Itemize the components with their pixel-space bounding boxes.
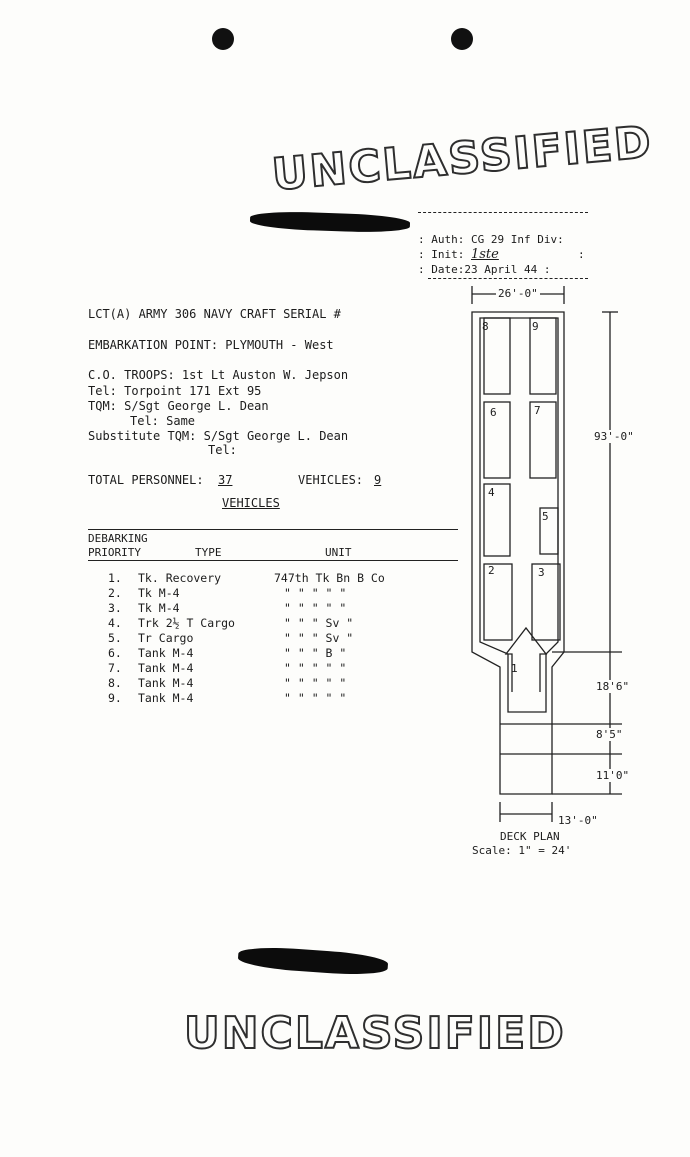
slot-label-2: 2 [488,564,495,577]
col-unit: UNIT [325,546,352,559]
total-personnel-label: TOTAL PERSONNEL: [88,473,204,487]
hull-outline [472,312,564,794]
vehicles-heading: VEHICLES [222,496,280,510]
redaction-bar-bottom [237,945,388,977]
unclassified-stamp-top-text: UNCLASSIFIED [270,116,655,201]
init-line: : Init: 1ste : [418,247,585,262]
tel-line-3: Tel: [208,443,237,457]
width-label: 26'-0" [498,287,538,300]
tel-line-2: Tel: Same [130,414,196,428]
dim-8-5: 8'5" [596,728,623,741]
unclassified-stamp-top [270,117,655,201]
redaction-bar-top [250,210,411,234]
length-label: 93'-0" [594,430,634,443]
bottom-width-label: 13'-0" [558,814,598,827]
tqm-line: TQM: S/Sgt George L. Dean [88,399,269,413]
slot-label-9: 9 [532,320,539,333]
vehicles-label: VEHICLES: [298,473,364,487]
init-signature: 1ste [470,247,499,262]
unclassified-stamp-bottom [184,1008,566,1059]
col-priority-1: DEBARKING [88,532,148,545]
date-line: : Date:23 April 44 : [418,263,551,276]
dim-18-6: 18'6" [596,680,630,693]
substitute-tqm-line: Substitute TQM: S/Sgt George L. Dean [88,429,349,443]
co-troops-line: C.O. TROOPS: 1st Lt Auston W. Jepson [88,368,349,382]
punch-hole-right [451,28,473,50]
craft-line: LCT(A) ARMY 306 NAVY CRAFT SERIAL # [88,307,341,321]
deck-plan [462,282,662,866]
slot-label-8: 8 [482,320,489,333]
col-priority-2: PRIORITY [88,546,141,559]
auth-line: : Auth: CG 29 Inf Div: [418,233,564,246]
deck-plan-title: DECK PLAN [500,830,560,843]
tel-line-1: Tel: Torpoint 171 Ext 95 [88,384,262,398]
total-personnel-value: 37 [218,473,233,487]
init-label: : Init: [418,248,471,261]
slot-label-6: 6 [490,406,497,419]
authority-box [418,212,588,277]
vehicle-slot-3 [532,564,560,640]
punch-hole-left [212,28,234,50]
table-top-rule [88,529,458,530]
slot-label-3: 3 [538,566,545,579]
deck-plan-scale: Scale: 1" = 24' [472,844,572,857]
table-header-rule [88,560,458,561]
col-type: TYPE [195,546,222,559]
embarkation-line: EMBARKATION POINT: PLYMOUTH - West [88,338,334,352]
dim-11-0: 11'0" [596,769,630,782]
slot-label-5: 5 [542,510,549,523]
slot-label-4: 4 [488,486,495,499]
vehicles-count: 9 [374,473,382,487]
slot-label-1: 1 [511,662,518,675]
unclassified-stamp-bottom-text: UNCLASSIFIED [184,1008,566,1059]
vehicle-slot-6 [484,402,510,478]
slot-label-7: 7 [534,404,541,417]
